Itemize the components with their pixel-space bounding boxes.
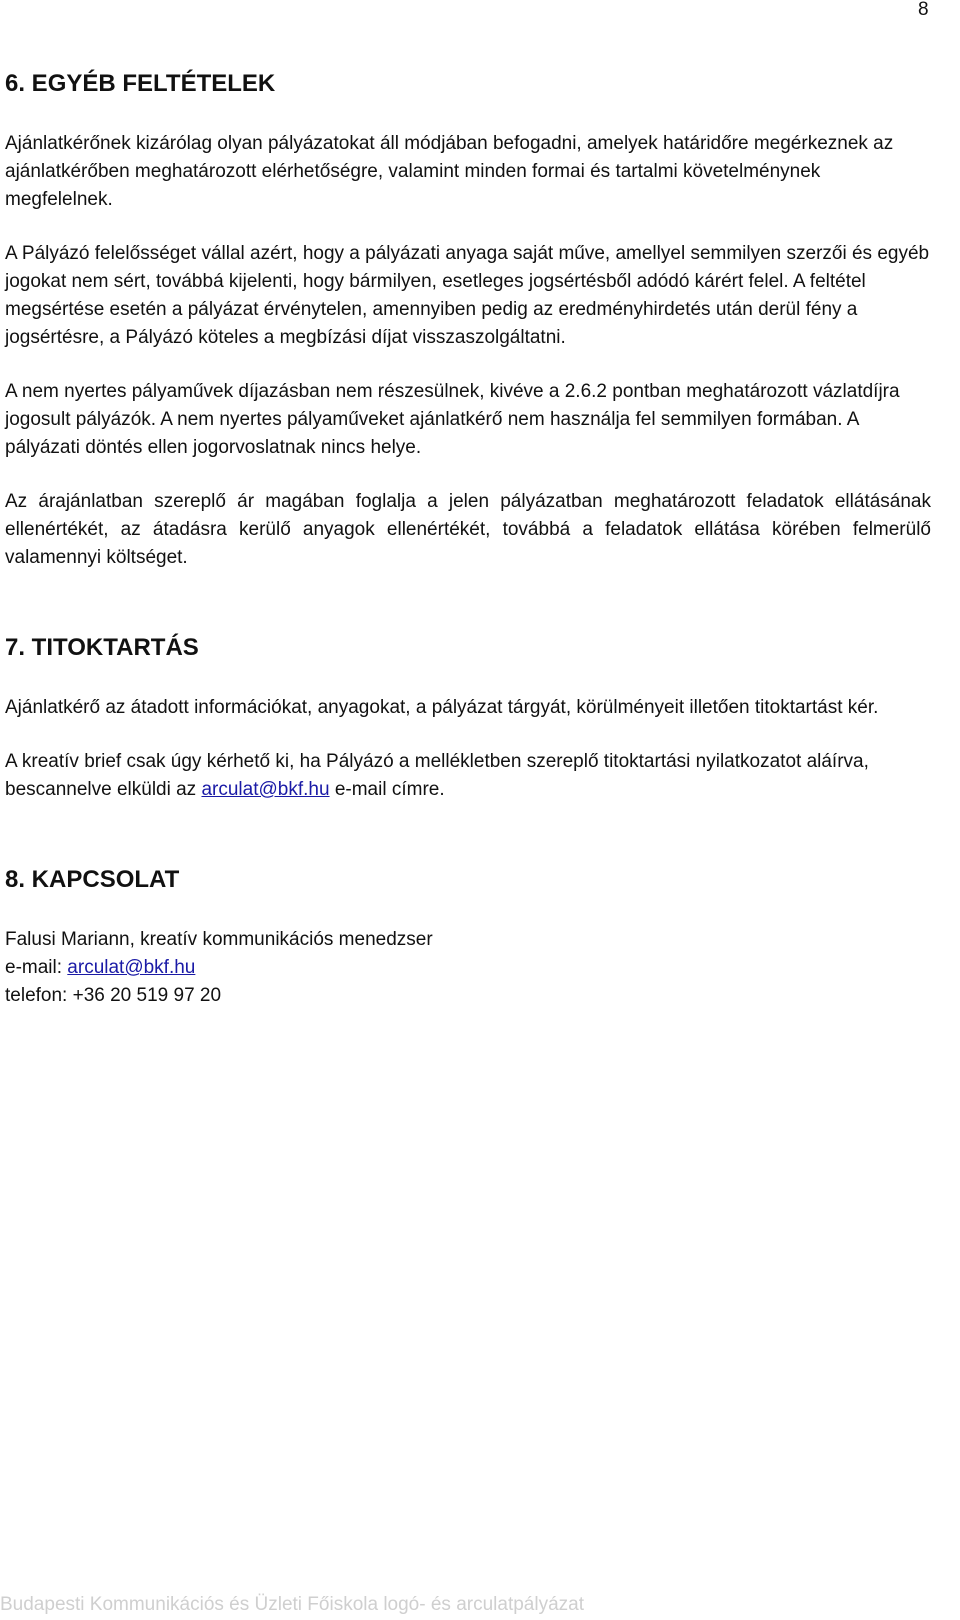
page-number: 8 [918,0,929,20]
email-link[interactable]: arculat@bkf.hu [201,779,330,800]
section-7-text-before-link: A kreatív brief csak úgy kérhető ki, ha Pályázó a mellékletben szereplő titoktartási nyilatkozatot aláírva, bescannelve elküldi az [5,751,869,800]
section-6-paragraph-4: Az árajánlatban szereplő ár magában foglalja a jelen pályázatban meghatározott feladatok ellátásának ellenértékét, az átadásra kerülő anyagok ellenértékét, továbbá a feladatok ellátása körében felmerülő valamennyi költséget. [5,491,931,568]
section-8-title: 8. KAPCSOLAT [5,866,180,893]
contact-name: Falusi Mariann, kreatív kommunikációs menedzser [5,929,433,950]
section-6-title: 6. EGYÉB FELTÉTELEK [5,70,276,97]
section-7-paragraph-2 [5,748,931,804]
contact-email-label: e-mail: [5,957,68,978]
page-footer: Budapesti Kommunikációs és Üzleti Főiskola logó- és arculatpályázat [0,1594,584,1615]
section-6-paragraph-3: A nem nyertes pályaművek díjazásban nem részesülnek, kivéve a 2.6.2 pontban meghatározott vázlatdíjra jogosult pályázók. A nem nyertes pályaműveket ajánlatkérő nem használja fel semmilyen formában. A pályázati döntés ellen jogorvoslatnak nincs helye. [5,381,900,458]
contact-phone: telefon: +36 20 519 97 20 [5,985,222,1006]
document-body [5,66,931,1010]
contact-email-link[interactable]: arculat@bkf.hu [67,957,196,978]
contact-email-line [5,954,931,982]
section-6-paragraph-2: A Pályázó felelősséget vállal azért, hogy a pályázati anyaga saját műve, amellyel semmilyen szerzői és egyéb jogokat nem sért, továbbá kijelenti, hogy bármilyen, esetleges jogsértésből adódó kárért felel. A feltétel megsértése esetén a pályázat érvénytelen, amennyiben pedig az eredményhirdetés után derül fény a jogsértésre, a Pályázó köteles a megbízási díjat visszaszolgáltatni. [5,243,930,348]
section-7-paragraph-1: Ajánlatkérő az átadott információkat, anyagokat, a pályázat tárgyát, körülményeit illetően titoktartást kér. [5,697,879,718]
section-7-text-after-link: e-mail címre. [329,779,445,800]
section-7-title: 7. TITOKTARTÁS [5,634,199,661]
section-6-paragraph-1: Ajánlatkérőnek kizárólag olyan pályázatokat áll módjában befogadni, amelyek határidőre megérkeznek az ajánlatkérőben meghatározott elérhetőségre, valamint minden formai és tartalmi követelménynek megfelelnek. [5,133,894,210]
